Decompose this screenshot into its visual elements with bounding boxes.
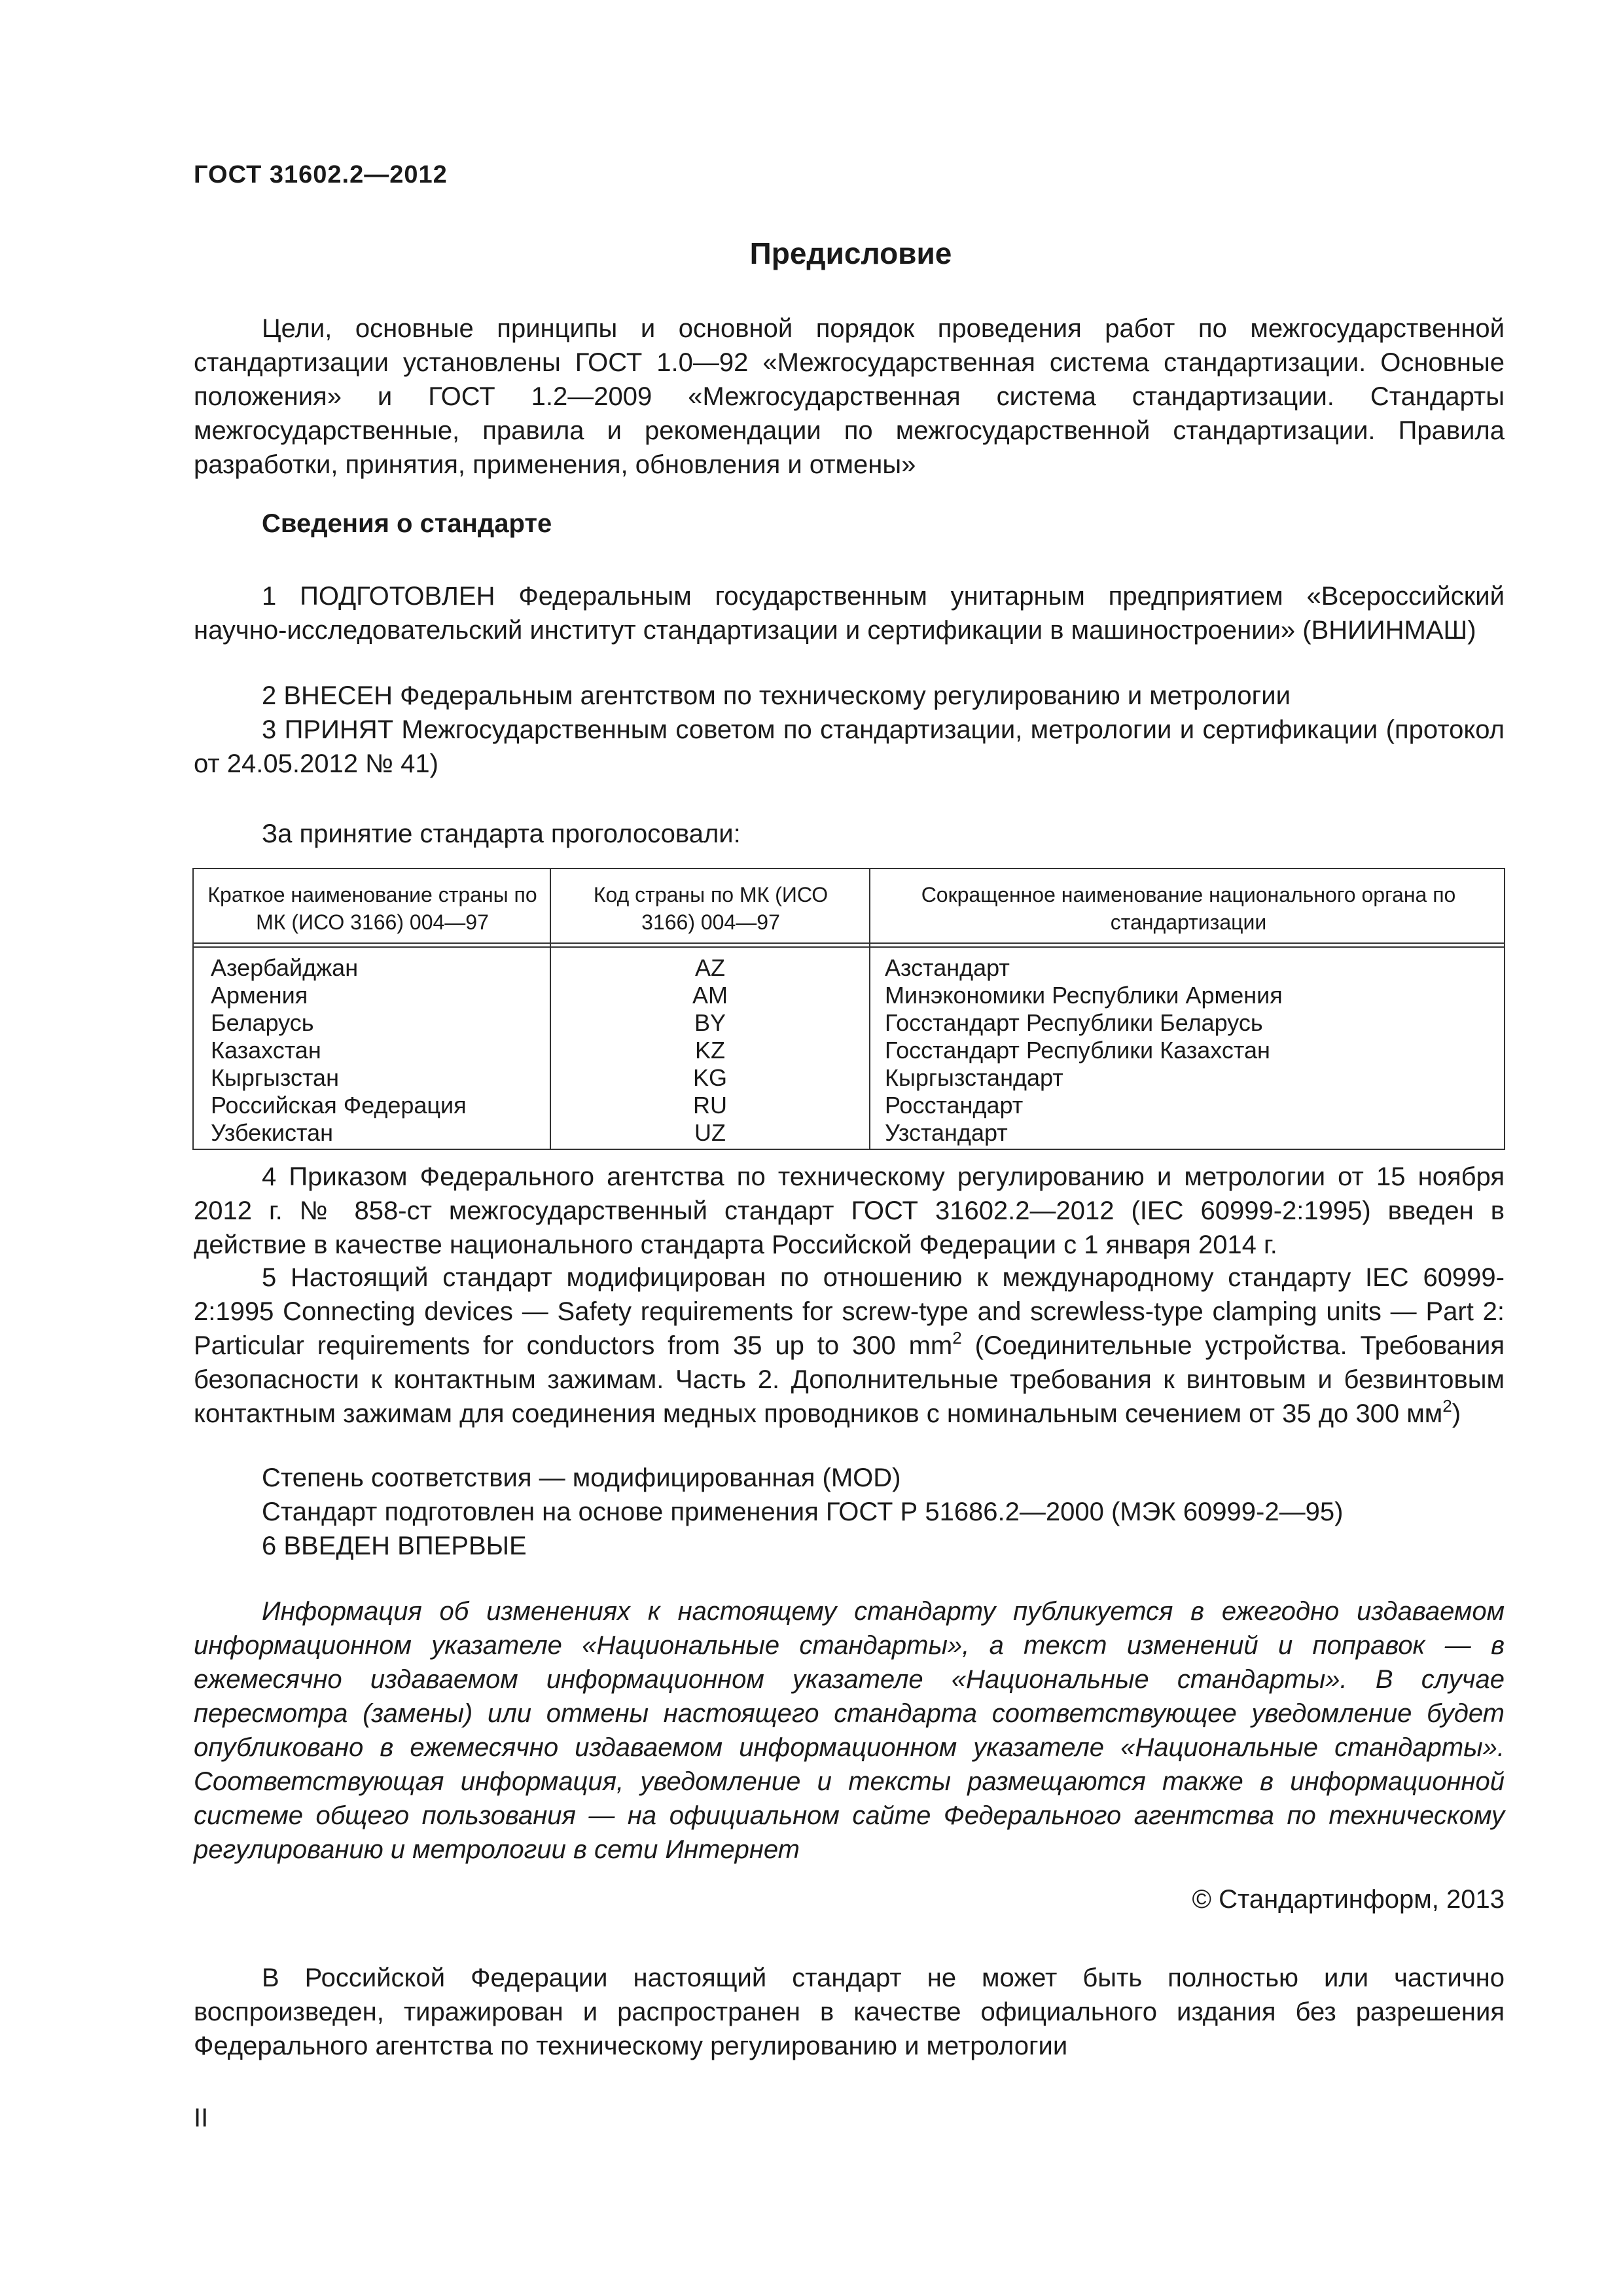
intro-paragraph: Цели, основные принципы и основной порядок проведения работ по межгосударственной стандартизации установлены ГОСТ 1.0—92 «Межгосударственная система стандартизации. Основные положения» и ГОСТ 1.2—2009 «Межгосударственная система стандартизации. Стандарты межгосударственные, правила и рекомендации по межгосударственной стандартизации. Правила разработки, принятия, применения, обновления и отмены» — [194, 314, 1505, 479]
table-cell-body: Узстандарт — [885, 1119, 1008, 1146]
table-cell-code: KZ — [694, 1037, 725, 1064]
document-code: ГОСТ 31602.2—2012 — [194, 161, 448, 188]
page-title: Предисловие — [749, 236, 952, 270]
table-cell-country: Кыргызстан — [211, 1064, 339, 1091]
column-code — [551, 954, 869, 1147]
table-cell-country: Азербайджан — [211, 954, 359, 981]
table-header-body: Сокращенное наименование национального органа по стандартизации — [921, 883, 1456, 934]
restriction-paragraph: В Российской Федерации настоящий стандарт не может быть полностью или частично воспроизведен, тиражирован и распространен в качестве официального издания без разрешения Федерального агентства по техническому регулированию и метрологии — [194, 1964, 1505, 2060]
item-5-text-part: (Соединительные устройства. Требования безопасности к контактным зажимам. Часть 2. Дополнительные требования к винтовым и безвинтовым контактным зажимам для соединения медных проводников с номинальным сечением от 35 до 300 мм — [194, 1331, 1505, 1428]
table-cell-body: Росстандарт — [885, 1092, 1024, 1119]
notice-paragraph: Информация об изменениях к настоящему стандарту публикуется в ежегодно издаваемом информационном указателе «Национальные стандарты», а текст изменений и поправок — в ежемесячно издаваемом информационном указателе «Национальные стандарты». В случае пересмотра (замены) или отмены настоящего стандарта соответствующее уведомление будет опубликовано в ежемесячно издаваемом информационном указателе «Национальные стандарты». Соответствующая информация, уведомление и тексты размещаются также в информационной системе общего пользования — на официальном сайте Федерального агентства по техническому регулированию и метрологии в сети Интернет — [194, 1597, 1505, 1864]
item-5-paragraph — [194, 1261, 1505, 1431]
conformity-line: Степень соответствия — модифицированная (MOD) — [262, 1463, 901, 1492]
header-divider — [194, 946, 1504, 948]
table-cell-body: Минэкономики Республики Армения — [885, 982, 1283, 1009]
table-cell-code: BY — [694, 1009, 726, 1036]
table-cell-code: AZ — [694, 954, 725, 981]
superscript: 2 — [952, 1328, 962, 1348]
vote-intro: За принятие стандарта проголосовали: — [262, 819, 741, 848]
table-cell-body: Госстандарт Республики Казахстан — [885, 1037, 1270, 1064]
table-cell-code: RU — [693, 1092, 727, 1119]
column-body — [885, 954, 1283, 1147]
header-divider — [194, 942, 1504, 944]
voting-table — [192, 868, 1505, 1150]
table-cell-code: KG — [692, 1064, 727, 1091]
table-cell-country: Армения — [211, 982, 308, 1009]
table-cell-country: Беларусь — [211, 1009, 314, 1036]
table-cell-country: Узбекистан — [211, 1119, 334, 1146]
item-6-line: 6 ВВЕДЕН ВПЕРВЫЕ — [262, 1532, 527, 1560]
item-2-paragraph: 2 ВНЕСЕН Федеральным агентством по техническому регулированию и метрологии — [262, 681, 1291, 710]
item-4-paragraph: 4 Приказом Федерального агентства по техническому регулированию и метрологии от 15 ноября 2012 г. № 858-ст межгосударственный стандарт ГОСТ 31602.2—2012 (IEC 60999-2:1995) введен в действие в качестве национального стандарта Российской Федерации с 1 января 2014 г. — [194, 1162, 1505, 1259]
table-cell-code: UZ — [694, 1119, 726, 1146]
table-header-code: Код страны по МК (ИСО 3166) 004—97 — [593, 883, 829, 934]
copyright: © Стандартинформ, 2013 — [1192, 1885, 1505, 1914]
table-cell-country: Казахстан — [211, 1037, 321, 1064]
item-3-paragraph: 3 ПРИНЯТ Межгосударственным советом по стандартизации, метрологии и сертификации (протокол от 24.05.2012 № 41) — [194, 715, 1505, 778]
section-title: Сведения о стандарте — [262, 509, 552, 538]
table-cell-code: AM — [692, 982, 728, 1009]
item-5-text-part: 5 Настоящий стандарт модифицирован по отношению к международному стандарту IEC 60999-2:1995 Connecting devices — Safety requirements for screw-type and screwless-type clamping units — Part 2: Particular requirements for conductors from 35 up to 300 mm — [194, 1263, 1505, 1360]
page-number: II — [194, 2104, 209, 2132]
table-header-country: Краткое наименование страны по МК (ИСО 3166) 004—97 — [207, 883, 537, 934]
basis-line: Стандарт подготовлен на основе применения ГОСТ Р 51686.2—2000 (МЭК 60999-2—95) — [262, 1498, 1344, 1526]
column-divider — [869, 869, 870, 1149]
table-cell-country: Российская Федерация — [211, 1092, 467, 1119]
superscript: 2 — [1442, 1396, 1452, 1416]
table-cell-body: Азстандарт — [885, 954, 1010, 981]
table-cell-body: Госстандарт Республики Беларусь — [885, 1009, 1263, 1036]
item-1-paragraph: 1 ПОДГОТОВЛЕН Федеральным государственным унитарным предприятием «Всероссийский научно-исследовательский институт стандартизации и сертификации в машиностроении» (ВНИИНМАШ) — [194, 582, 1505, 645]
table-cell-body: Кыргызстандарт — [885, 1064, 1063, 1091]
item-5-text-part: ) — [1452, 1399, 1461, 1428]
column-country — [211, 954, 467, 1147]
